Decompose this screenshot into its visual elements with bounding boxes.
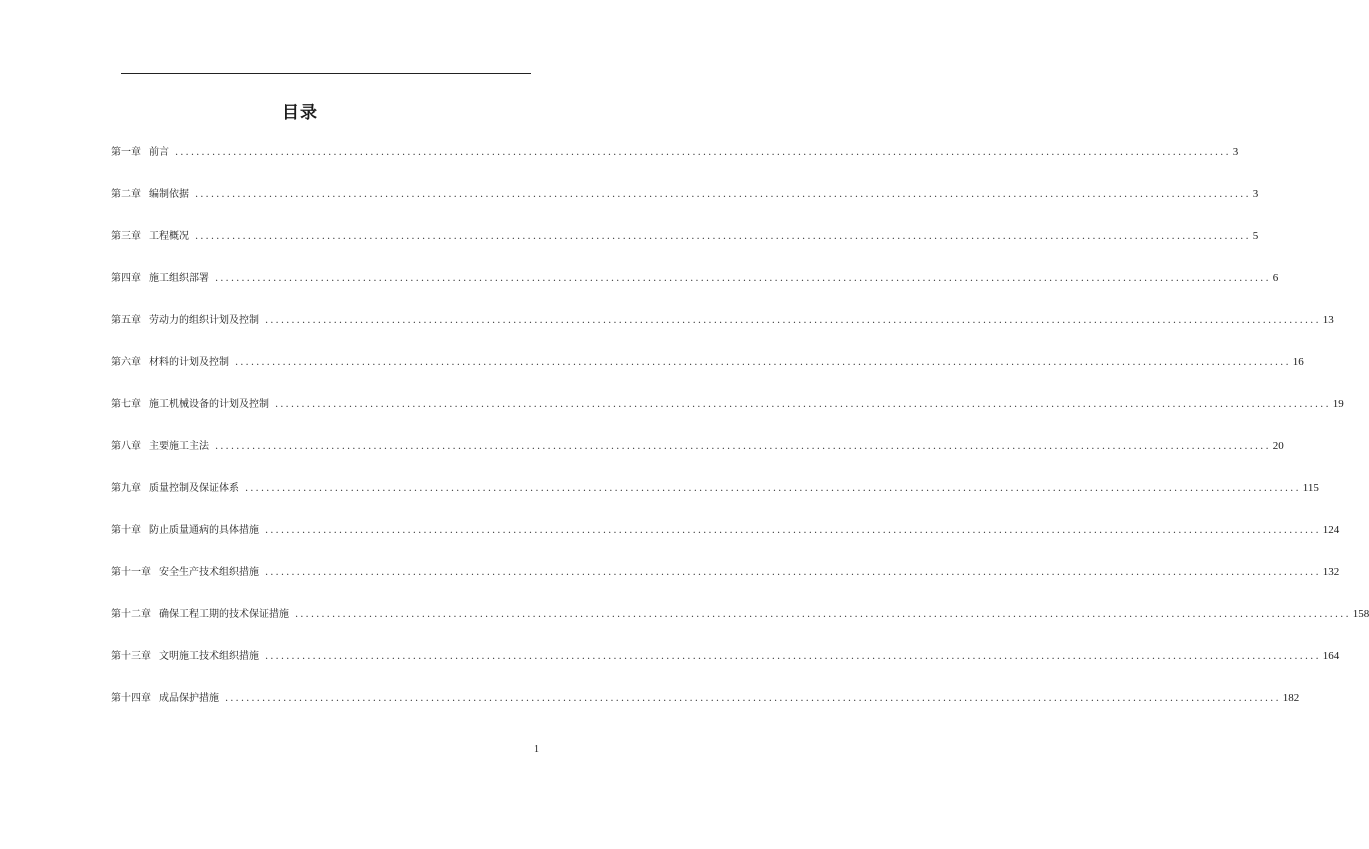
toc-dot-leader: ........................................................................................................................................................................................................ [265,567,1321,578]
toc-chapter-number: 第七章 [111,399,141,410]
toc-page-number: 132 [1322,566,1340,578]
toc-chapter-number: 第二章 [111,189,141,200]
toc-chapter-number: 第六章 [111,357,141,368]
toc-entry[interactable] [111,226,1259,246]
toc-entry[interactable] [111,394,1344,414]
toc-dot-leader: ........................................................................................................................................................................................................ [195,231,1251,242]
toc-chapter-number: 第八章 [111,441,141,452]
toc-entry[interactable] [111,562,1340,582]
toc-chapter-title: 劳动力的组织计划及控制 [149,315,259,326]
toc-dot-leader: ........................................................................................................................................................................................................ [265,651,1321,662]
toc-chapter-title: 成品保护措施 [159,693,219,704]
toc-chapter-title: 前言 [149,147,169,158]
toc-chapter-number: 第十四章 [111,693,151,704]
toc-chapter-number: 第十章 [111,525,141,536]
toc-page-number: 158 [1352,608,1369,620]
toc-entry[interactable] [111,646,1340,666]
toc-chapter-title: 编制依据 [149,189,189,200]
toc-page-number: 13 [1322,314,1334,326]
toc-chapter-title: 主要施工主法 [149,441,209,452]
page-title: 目录 [282,103,318,123]
toc-chapter-title: 确保工程工期的技术保证措施 [159,609,289,620]
toc-dot-leader: ........................................................................................................................................................................................................ [175,147,1231,158]
toc-chapter-title: 施工机械设备的计划及控制 [149,399,269,410]
toc-dot-leader: ........................................................................................................................................................................................................ [295,609,1351,620]
toc-dot-leader: ........................................................................................................................................................................................................ [245,483,1301,494]
toc-chapter-title: 文明施工技术组织措施 [159,651,259,662]
toc-page-number: 19 [1332,398,1344,410]
toc-page-number: 124 [1322,524,1340,536]
toc-chapter-number: 第九章 [111,483,141,494]
toc-chapter-title: 工程概况 [149,231,189,242]
toc-dot-leader: ........................................................................................................................................................................................................ [225,693,1281,704]
toc-entry[interactable] [111,142,1239,162]
toc-entry[interactable] [111,688,1300,708]
toc-chapter-number: 第十一章 [111,567,151,578]
toc-chapter-title: 防止质量通病的具体措施 [149,525,259,536]
toc-chapter-number: 第一章 [111,147,141,158]
toc-page-number: 20 [1272,440,1284,452]
toc-chapter-number: 第五章 [111,315,141,326]
toc-entry[interactable] [111,478,1319,498]
toc-entry[interactable] [111,520,1340,540]
toc-page-number: 16 [1292,356,1304,368]
toc-chapter-title: 材料的计划及控制 [149,357,229,368]
footer-page-number: 1 [534,744,539,755]
toc-page-number: 182 [1282,692,1300,704]
toc-page-number: 5 [1252,230,1259,242]
toc-chapter-number: 第四章 [111,273,141,284]
toc-chapter-title: 施工组织部署 [149,273,209,284]
toc-page-number: 6 [1272,272,1279,284]
header-rule [121,73,531,74]
toc-page-number: 115 [1302,482,1319,494]
toc-dot-leader: ........................................................................................................................................................................................................ [195,189,1251,200]
toc-dot-leader: ........................................................................................................................................................................................................ [235,357,1291,368]
toc-chapter-number: 第三章 [111,231,141,242]
toc-dot-leader: ........................................................................................................................................................................................................ [215,273,1271,284]
toc-chapter-title: 质量控制及保证体系 [149,483,239,494]
toc-entry[interactable] [111,436,1284,456]
toc-dot-leader: ........................................................................................................................................................................................................ [265,315,1321,326]
toc-dot-leader: ........................................................................................................................................................................................................ [265,525,1321,536]
toc-entry[interactable] [111,268,1279,288]
toc-page-number: 164 [1322,650,1340,662]
toc-entry[interactable] [111,184,1259,204]
toc-chapter-number: 第十二章 [111,609,151,620]
toc-chapter-number: 第十三章 [111,651,151,662]
toc-chapter-title: 安全生产技术组织措施 [159,567,259,578]
toc-entry[interactable] [111,310,1334,330]
toc-dot-leader: ........................................................................................................................................................................................................ [275,399,1331,410]
toc-entry[interactable] [111,352,1304,372]
toc-entry[interactable] [111,604,1369,624]
toc-dot-leader: ........................................................................................................................................................................................................ [215,441,1271,452]
toc-page-number: 3 [1252,188,1259,200]
toc-page-number: 3 [1232,146,1239,158]
